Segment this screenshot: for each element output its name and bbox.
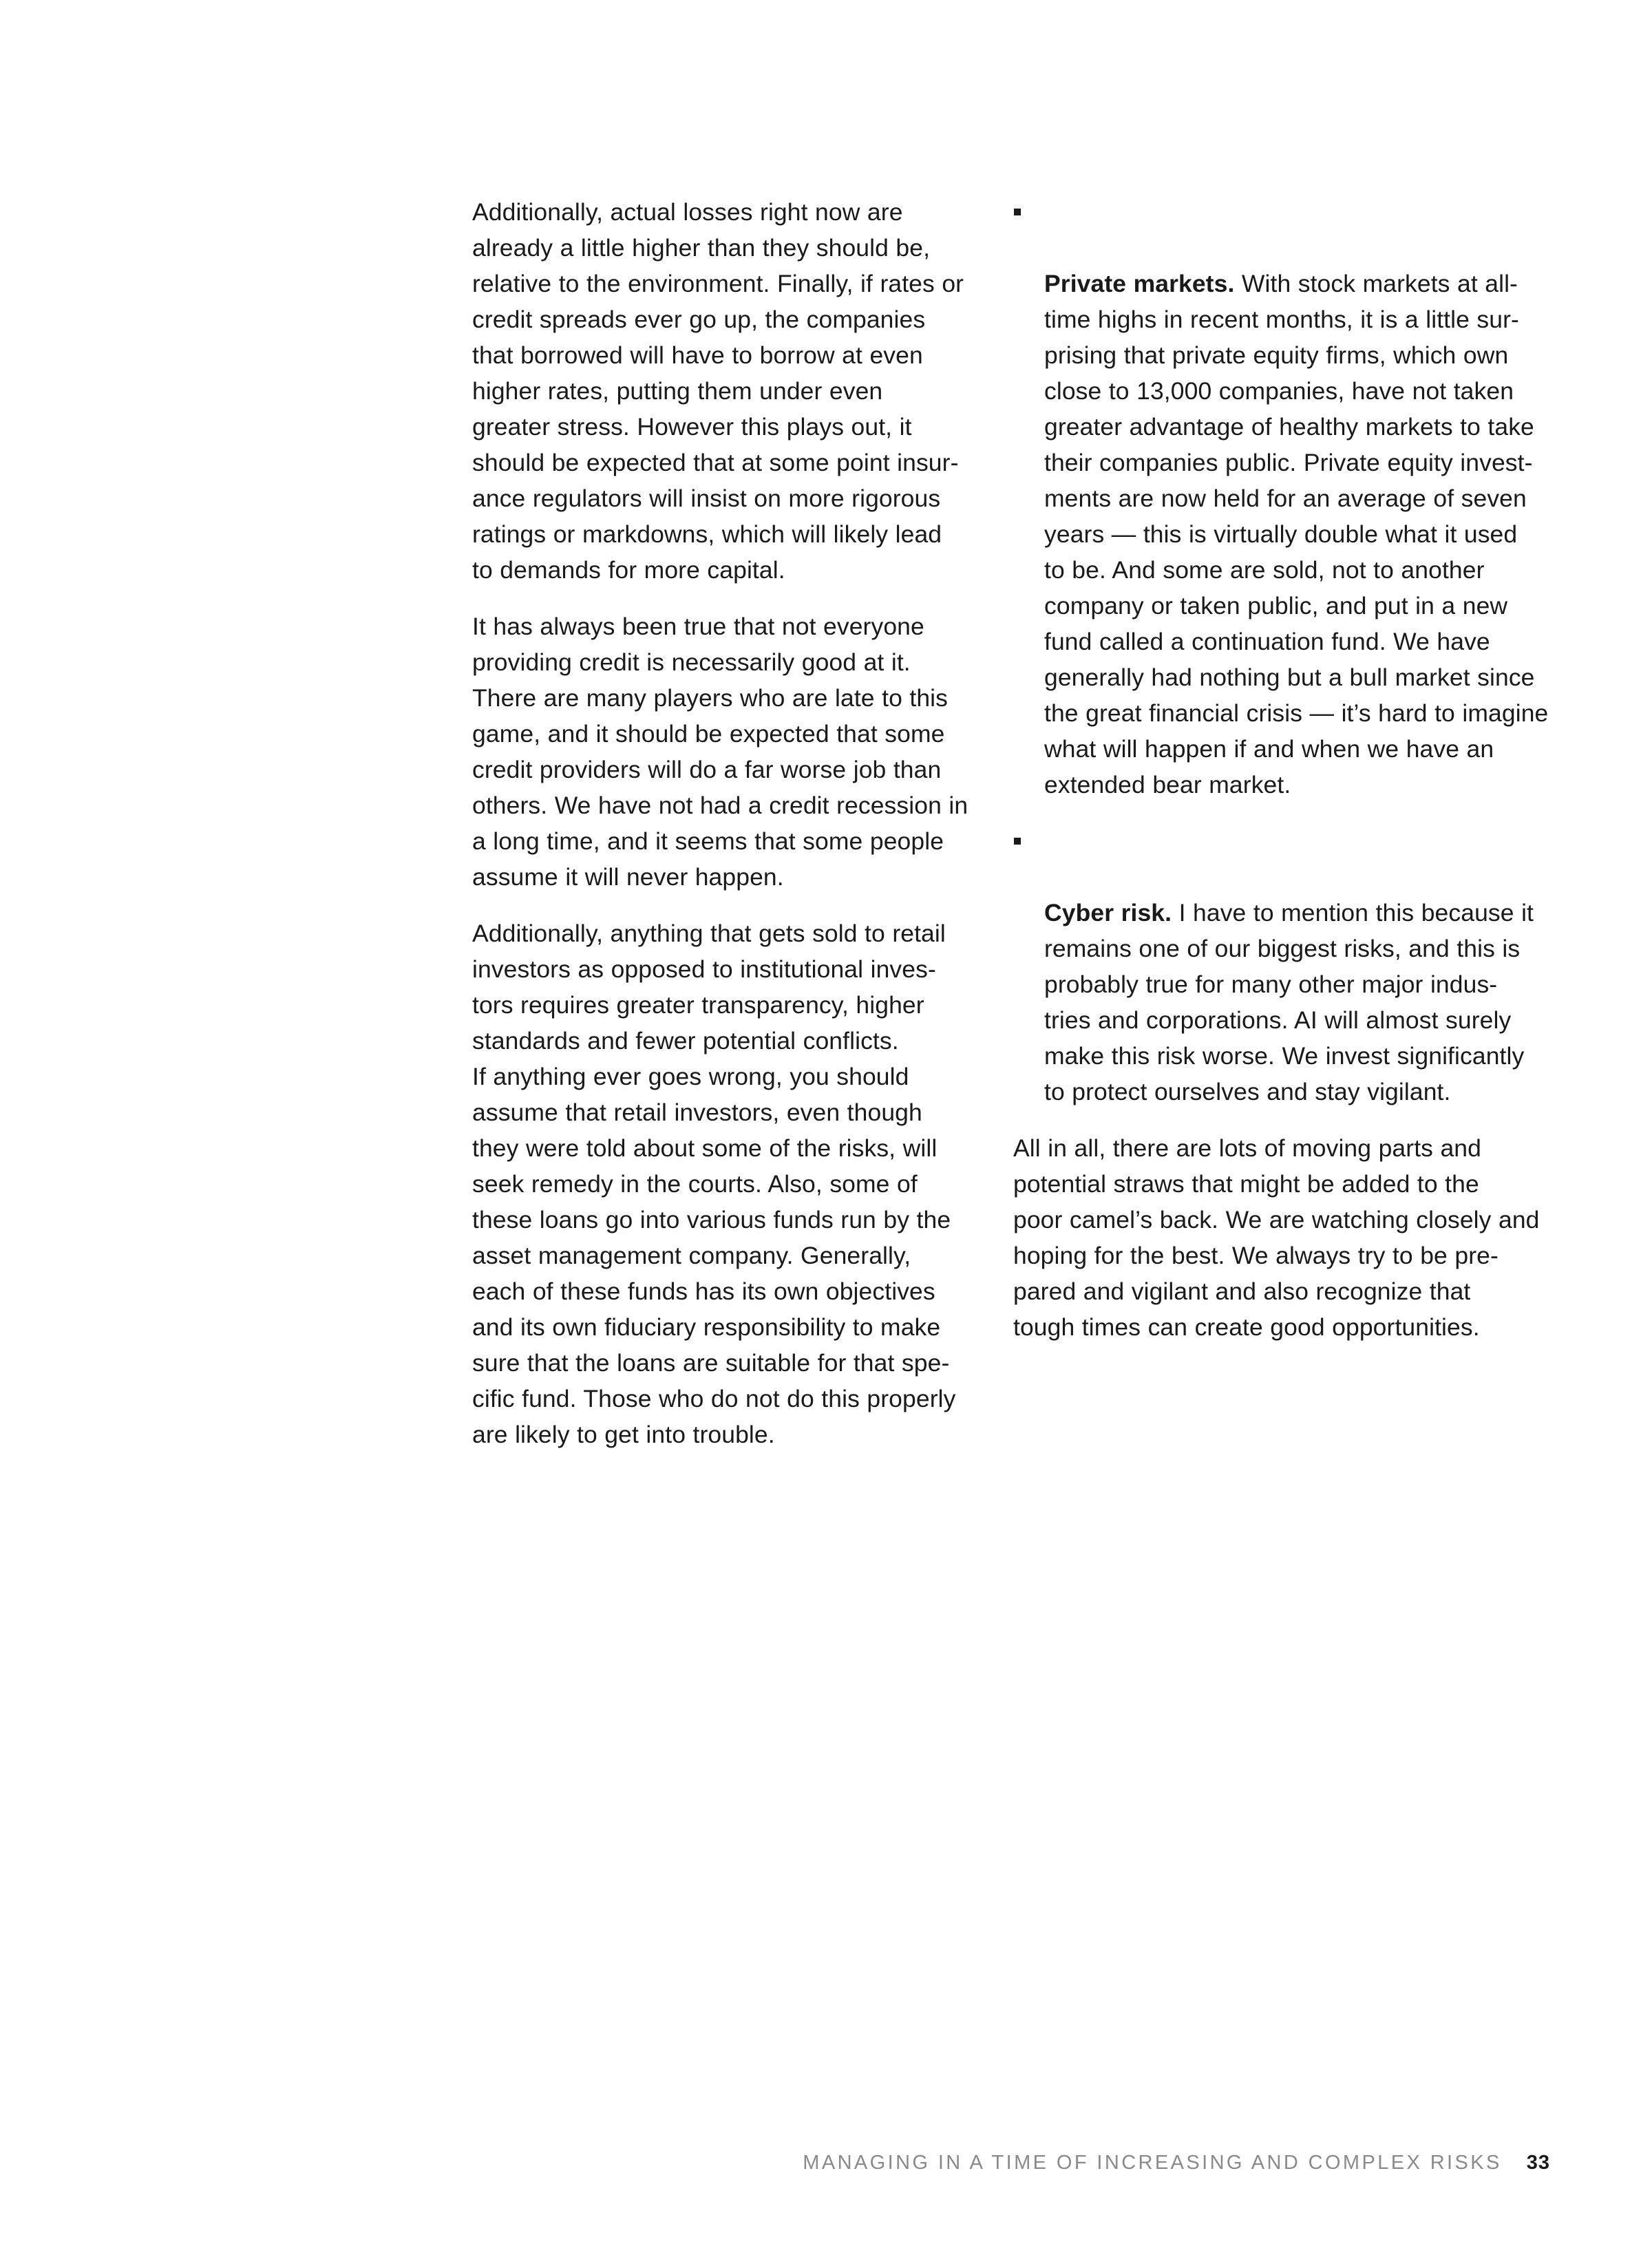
square-bullet-icon (1014, 209, 1021, 215)
footer-title: MANAGING IN A TIME OF INCREASING AND COMPLEX RISKS (803, 2152, 1502, 2174)
bullet-lead: Private markets. (1044, 270, 1235, 297)
closing-paragraph: All in all, there are lots of moving parts and potential straws that might be added to the poor camel’s back. We are watching closely and hoping for the best. We always try to be pre- pared and vigilant and also recognize that tough times can create good opportunities. (1013, 1134, 1540, 1341)
body-paragraph: Additionally, actual losses right now are already a little higher than they should be, relative to the environment. Finally, if rates or credit spreads ever go up, the companies that borrowed will have to borrow at even higher rates, putting them under even greater stress. However this plays out, it should be expected that at some point insur- ance regulators will insist on more rigorous ratings or markdowns, which will likely lead to demands for more capital. (472, 198, 964, 584)
page-footer (803, 2149, 1550, 2176)
bullet-text: With stock markets at all- time highs in recent months, it is a little sur- prising that private equity firms, which own close to 13,000 companies, have not taken greater advantage of healthy markets to take their companies public. Private equity invest- ments are now held for an average of seven years — this is virtually double what it used to be. And some are sold, not to another company or taken public, and put in a new fund called a continuation fund. We have generally had nothing but a bull market since the great financial crisis — it’s hard to imagine what will happen if and when we have an extended bear market. (1044, 270, 1549, 798)
square-bullet-icon (1014, 838, 1021, 845)
body-paragraph: It has always been true that not everyone providing credit is necessarily good at it. There are many players who are late to this game, and it should be expected that some credit providers will do a far worse job than others. We have not had a credit recession in a long time, and it seems that some people assume it will never happen. (472, 613, 968, 891)
bullet-lead: Cyber risk. (1044, 899, 1172, 926)
page-number: 33 (1526, 2152, 1550, 2174)
right-column (1013, 194, 1552, 1345)
bullet-text: I have to mention this because it remains one of our biggest risks, and this is probably true for many other major indus- tries and corporations. AI will almost surely make this risk worse. We invest significantly to protect ourselves and stay vigilant. (1044, 899, 1534, 1105)
left-column (472, 194, 975, 1473)
body-paragraph: Additionally, anything that gets sold to retail investors as opposed to institutional inves- tors requires greater transparency, higher standards and fewer potential conflicts. If anything ever goes wrong, you should assume that retail investors, even though they were told about some of the risks, will seek remedy in the courts. Also, some of these loans go into various funds run by the asset management company. Generally, each of these funds has its own objectives and its own fiduciary responsibility to make sure that the loans are suitable for that spe- cific fund. Those who do not do this properly are likely to get into trouble. (472, 920, 956, 1448)
bullet-item-cyber-risk (1013, 823, 1552, 1110)
risk-bullet-list (1013, 194, 1552, 1110)
bullet-item-private-markets (1013, 194, 1552, 803)
